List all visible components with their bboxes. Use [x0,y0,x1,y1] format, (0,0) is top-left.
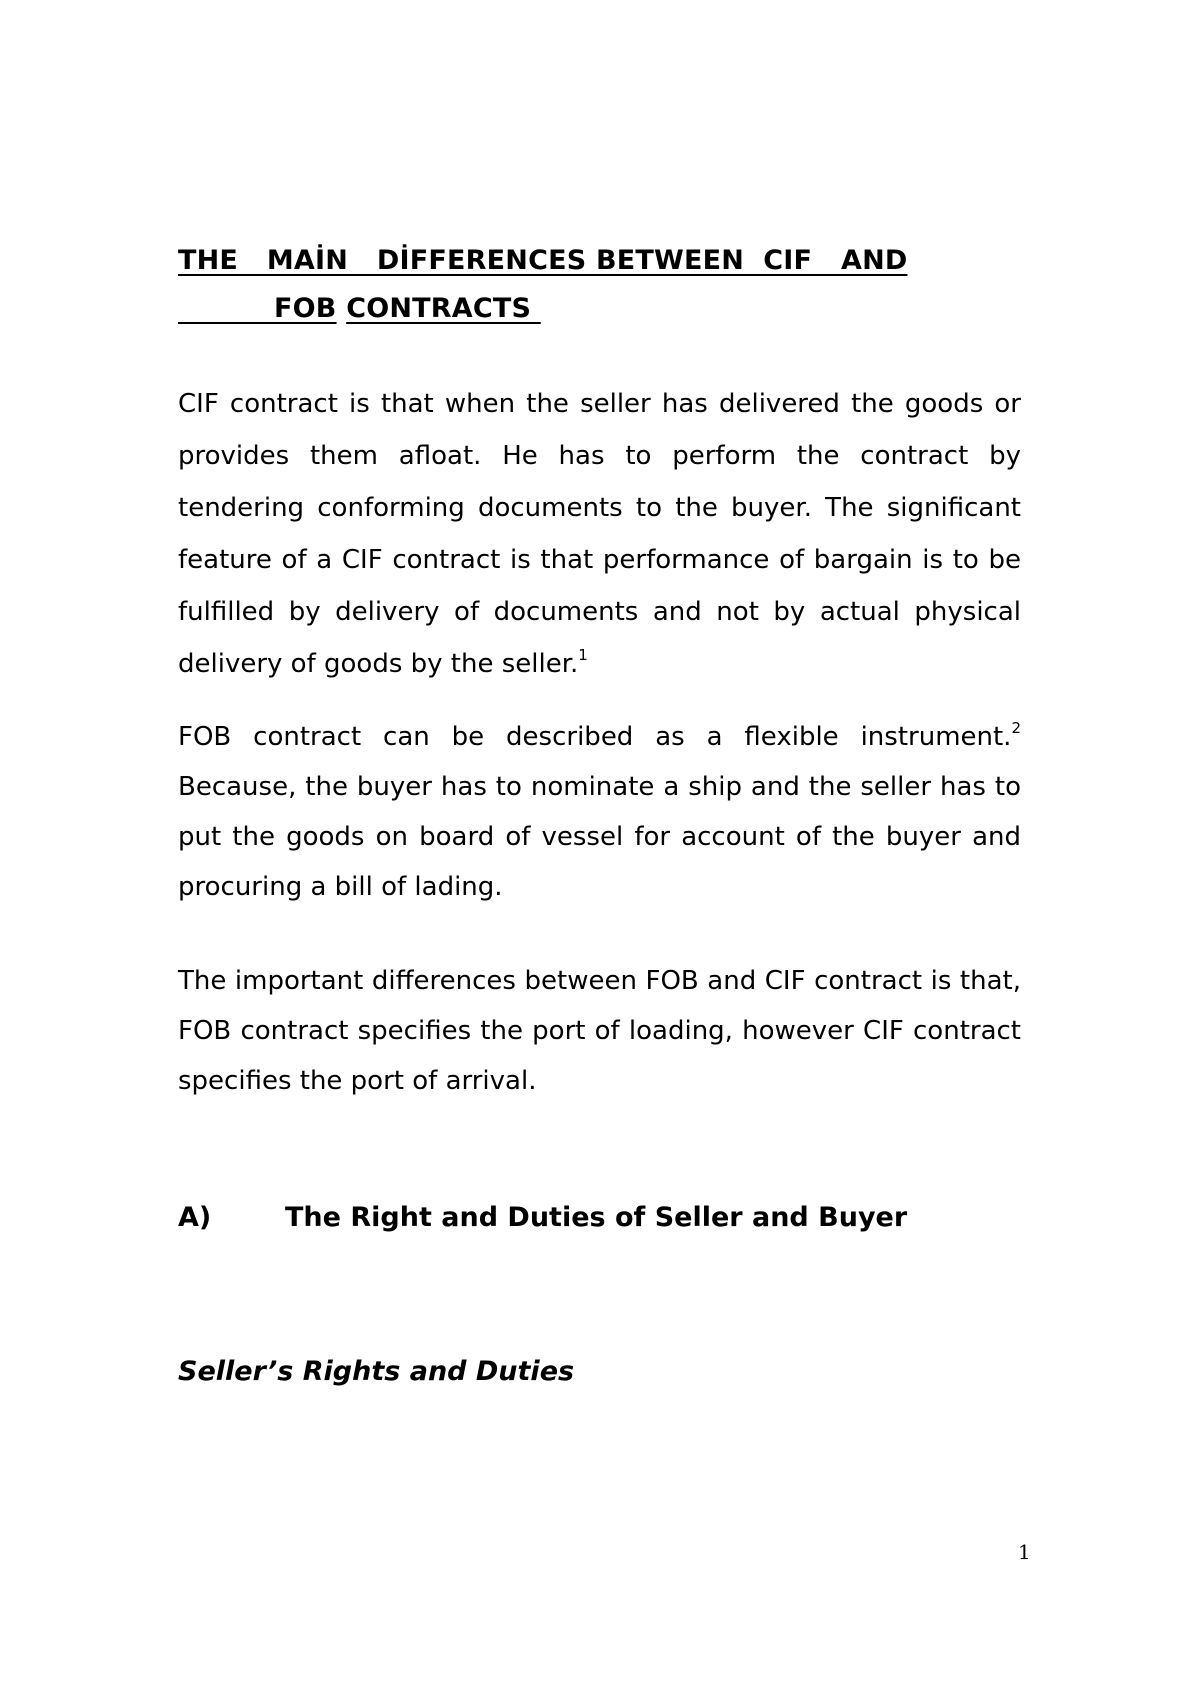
title-line-2-lead [178,293,274,324]
subsection-heading: Seller’s Rights and Duties [178,1356,575,1387]
document-title [178,237,1021,333]
paragraph-cif-text: CIF contract is that when the seller has delivered the goods or provides them afloat. He has to perform the contract by tendering conforming documents to the buyer. The significant feature of a CIF contract is that performance of bargain is to be fulfilled by delivery of documents and not by actual physical delivery of goods by the seller. [178,389,1021,679]
page-content [178,237,1021,1390]
paragraph-fob-text-b: Because, the buyer has to nominate a ship and the seller has to put the goods on board of vessel for account of the buyer and procuring a bill of lading. [178,772,1021,902]
title-line-1 [178,237,1021,285]
title-line-1-text: THE MAİN DİFFERENCES BETWEEN CIF AND [178,245,908,276]
section-heading-a [178,1200,1021,1236]
section-label: A) [178,1202,212,1233]
title-line-2 [178,285,1021,333]
page-number: 1 [1018,1540,1031,1564]
paragraph-fob [178,712,1021,912]
title-contracts: CONTRACTS [346,293,541,324]
footnote-marker-1: 1 [578,646,588,664]
title-fob: FOB [274,293,337,324]
section-title: The Right and Duties of Seller and Buyer [285,1202,908,1233]
footnote-marker-2: 2 [1011,719,1021,737]
paragraph-differences-text: The important differences between FOB and CIF contract is that, FOB contract specifies the port of loading, however CIF contract specifies the port of arrival. [178,966,1021,1096]
paragraph-differences [178,956,1021,1106]
paragraph-fob-text-a: FOB contract can be described as a flexible instrument. [178,722,1012,752]
paragraph-cif [178,378,1021,690]
